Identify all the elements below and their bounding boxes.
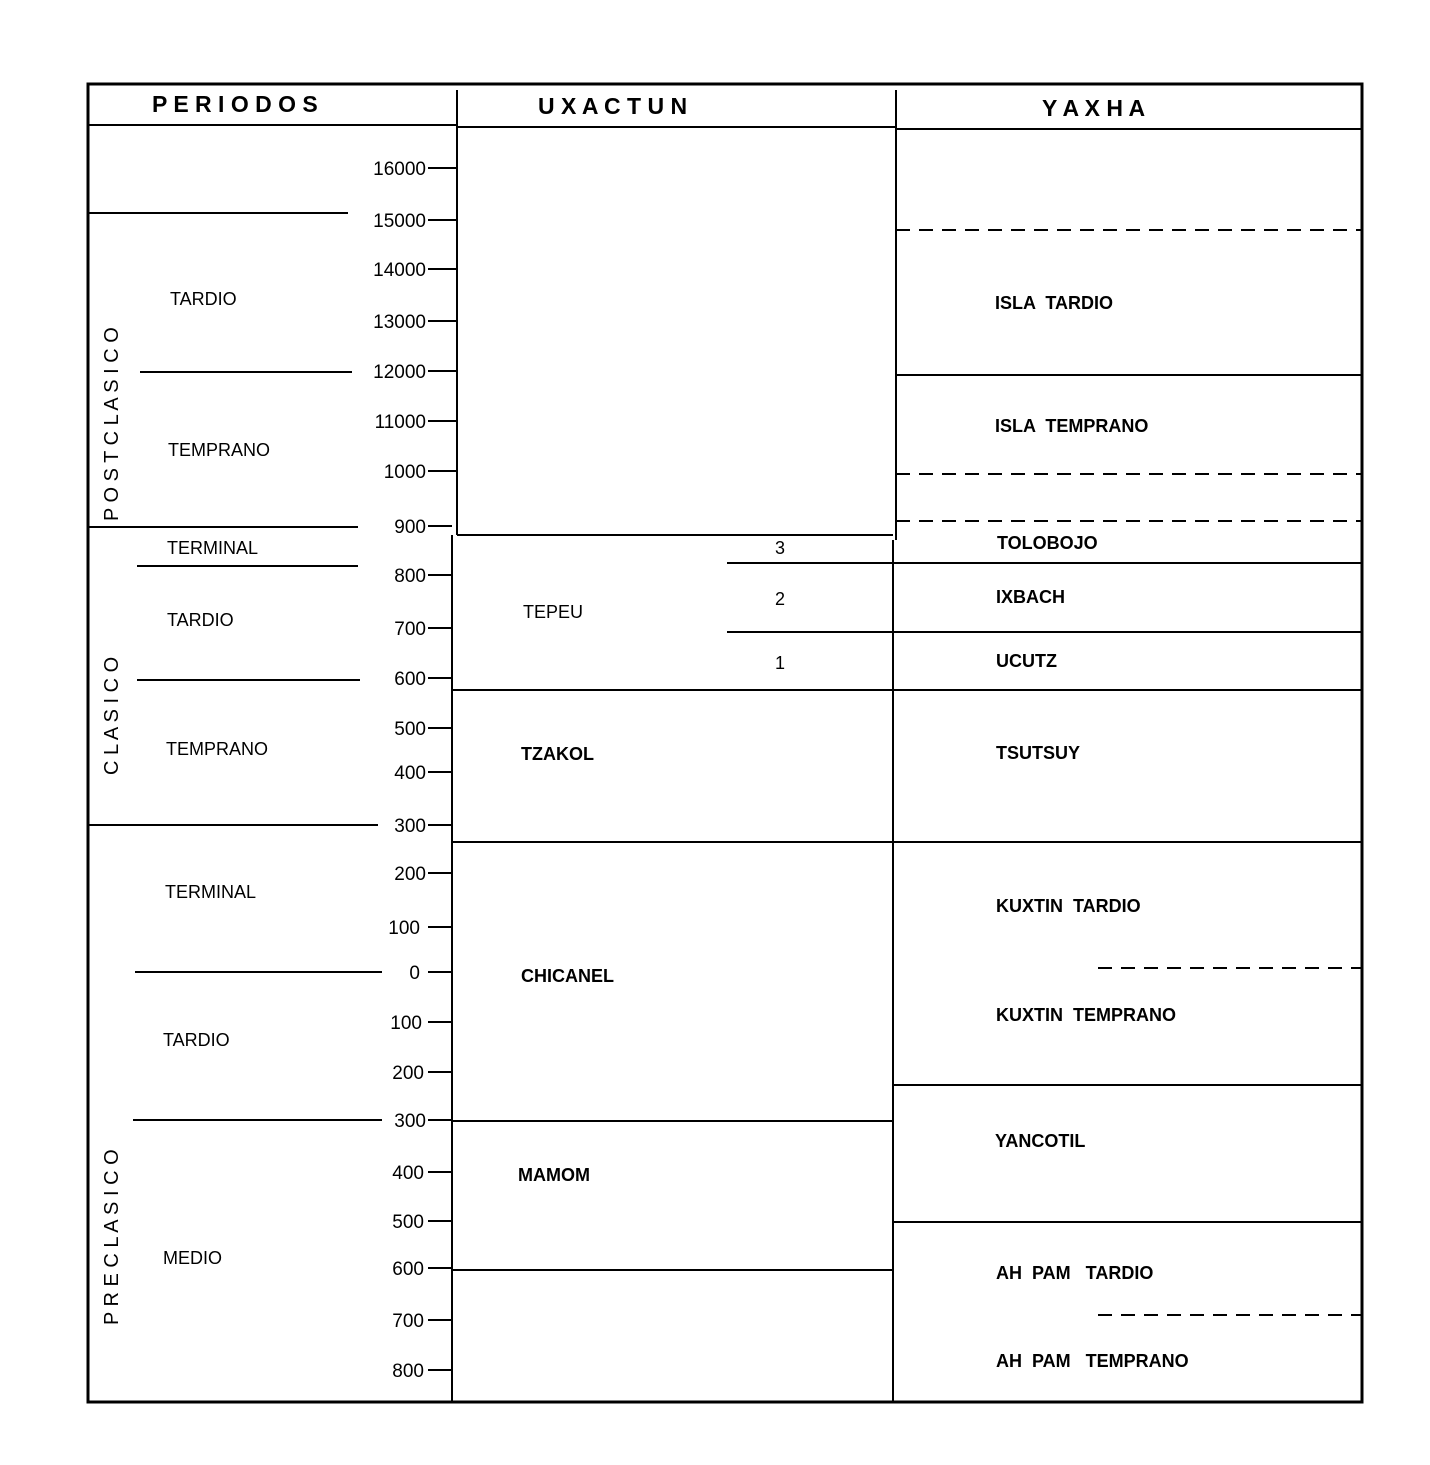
tepeu-subphase: 3 [774, 538, 786, 558]
tick-label: 200 [392, 1063, 424, 1084]
time-axis [373, 159, 456, 1382]
subperiod-label: TARDIO [167, 610, 234, 630]
tepeu-subphase: 2 [774, 589, 786, 609]
yaxha-phase: KUXTIN TEMPRANO [996, 1005, 1176, 1025]
tick-label: 13000 [373, 312, 426, 333]
tick-label: 300 [394, 816, 426, 837]
tick-label: 100 [388, 918, 420, 939]
tick-label: 900 [394, 517, 426, 538]
tick-label: 0 [409, 963, 420, 984]
era-label-clasico: C L A S I C O [101, 656, 123, 775]
header-periodos: P E R I O D O S [152, 91, 318, 117]
tick-label: 14000 [373, 260, 426, 281]
uxactun-phase-mamom: MAMOM [518, 1165, 590, 1185]
tick-label: 600 [394, 669, 426, 690]
uxactun-phase-tzakol: TZAKOL [521, 744, 594, 764]
yaxha-phase: IXBACH [996, 587, 1066, 607]
tick-label: 11000 [374, 412, 426, 433]
tick-label: 700 [392, 1311, 424, 1332]
era-label-postclasico: P O S T C L A S I C O [101, 327, 123, 521]
subperiod-label: TEMPRANO [166, 739, 269, 759]
yaxha-phase: YANCOTIL [995, 1131, 1086, 1151]
subperiod-label: TEMPRANO [168, 440, 271, 460]
uxactun-phase-tepeu: TEPEU [523, 602, 584, 622]
header-uxactun: U X A C T U N [538, 93, 688, 119]
uxactun-phase-chicanel: CHICANEL [521, 966, 614, 986]
yaxha-phase: UCUTZ [996, 651, 1057, 671]
tick-label: 400 [392, 1163, 424, 1184]
header-yaxha: Y A X H A [1042, 95, 1146, 121]
tick-label: 200 [394, 864, 426, 885]
yaxha-phase: KUXTIN TARDIO [996, 896, 1141, 916]
tick-label: 1000 [383, 462, 426, 483]
subperiod-label: MEDIO [163, 1248, 223, 1268]
tick-label: 400 [394, 763, 426, 784]
tick-label: 12000 [373, 362, 426, 383]
subperiod-label: TARDIO [163, 1030, 230, 1050]
yaxha-phase: ISLA TEMPRANO [995, 416, 1149, 436]
chart-frame [88, 84, 1362, 1402]
yaxha-phase: TSUTSUY [996, 743, 1081, 763]
tick-label: 600 [392, 1259, 424, 1280]
yaxha-phase: AH PAM TEMPRANO [996, 1351, 1189, 1371]
tick-label: 800 [392, 1361, 424, 1382]
yaxha-phase: ISLA TARDIO [995, 293, 1113, 313]
subperiod-label: TARDIO [170, 289, 237, 309]
tick-label: 100 [390, 1013, 422, 1034]
era-label-preclasico: P R E C L A S I C O [101, 1149, 123, 1325]
tick-label: 500 [392, 1212, 424, 1233]
tick-label: 800 [394, 566, 426, 587]
subperiod-label: TERMINAL [165, 882, 257, 902]
yaxha-phase: AH PAM TARDIO [996, 1263, 1154, 1283]
tick-label: 15000 [373, 211, 426, 232]
yaxha-phase: TOLOBOJO [997, 533, 1098, 553]
tick-label: 300 [394, 1111, 426, 1132]
subperiod-label: TERMINAL [167, 538, 259, 558]
tick-label: 500 [394, 719, 426, 740]
tick-label: 700 [394, 619, 426, 640]
tepeu-subphase: 1 [774, 653, 786, 673]
tick-label: 16000 [373, 159, 426, 180]
